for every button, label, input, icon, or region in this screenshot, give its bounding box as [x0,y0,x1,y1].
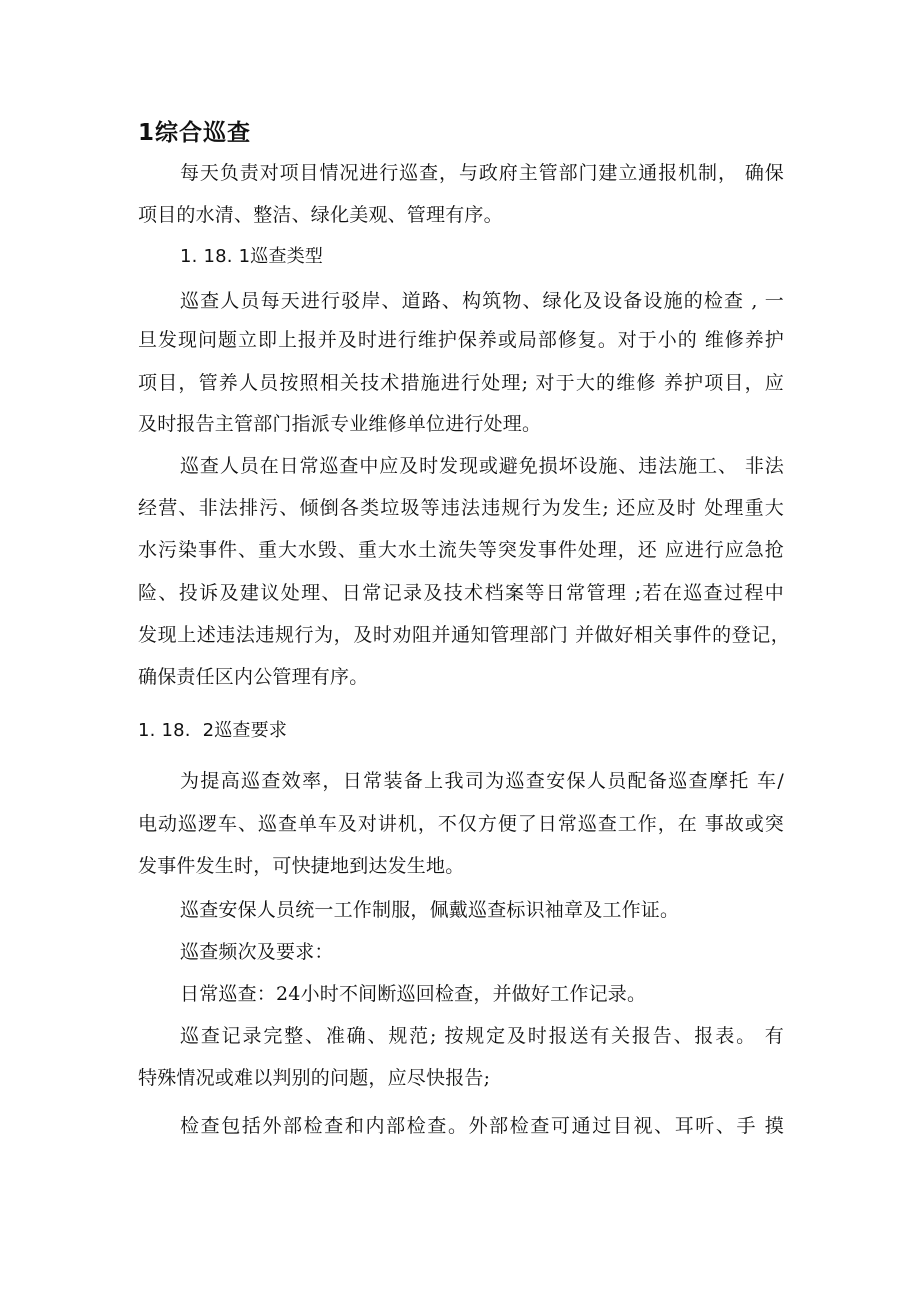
paragraph-line: 巡查安保人员统一工作制服，佩戴巡查标识袖章及工作证。 [180,899,680,921]
paragraph-line: 日常巡查：24小时不间断巡回检查，并做好工作记录。 [180,983,647,1005]
subsection-title: 1. 18. 2巡查要求 [138,720,288,741]
paragraph-line: 特殊情况或难以判别的问题，应尽快报告; [138,1067,491,1089]
paragraph-line: 检查包括外部检查和内部检查。外部检查可通过目视、耳听、手 摸 [180,1115,784,1137]
paragraph-line: 巡查记录完整、准确、规范; 按规定及时报送有关报告、报表。 有 [180,1025,784,1047]
paragraph-line: 电动巡逻车、巡查单车及对讲机，不仅方便了日常巡查工作，在 事故或突 [138,813,784,835]
paragraph-line: 巡查频次及要求： [180,941,334,963]
subsection-title: 1. 18. 1巡查类型 [180,246,324,267]
paragraph-line: 发事件发生时，可快捷地到达发生地。 [138,855,465,877]
paragraph-line: 项目，管养人员按照相关技术措施进行处理; 对于大的维修 养护项目，应 [138,372,784,394]
paragraph-line: 旦发现问题立即上报并及时进行维护保养或局部修复。对于小的 维修养护 [138,329,784,351]
paragraph-line: 经营、非法排污、倾倒各类垃圾等违法违规行为发生; 还应及时 处理重大 [138,497,784,519]
paragraph-line: 确保责任区内公管理有序。 [138,666,369,688]
paragraph-line: 项目的水清、整洁、绿化美观、管理有序。 [138,204,503,226]
paragraph-line: 每天负责对项目情况进行巡查，与政府主管部门建立通报机制， 确保 [180,162,784,184]
section-title: 1综合巡查 [138,120,252,146]
paragraph-line: 及时报告主管部门指派专业维修单位进行处理。 [138,413,542,435]
paragraph-line: 发现上述违法违规行为，及时劝阻并通知管理部门 并做好相关事件的登记， [138,624,790,646]
paragraph-line: 水污染事件、重大水毁、重大水土流失等突发事件处理，还 应进行应急抢 [138,539,784,561]
paragraph-line: 巡查人员每天进行驳岸、道路、构筑物、绿化及设备设施的检查 , 一 [180,290,784,312]
paragraph-line: 为提高巡查效率，日常装备上我司为巡查安保人员配备巡查摩托 车/ [180,770,784,792]
paragraph-line: 巡查人员在日常巡查中应及时发现或避免损坏设施、违法施工、 非法 [180,455,784,477]
paragraph-line: 险、投诉及建议处理、日常记录及技术档案等日常管理 ;若在巡查过程中 [138,582,784,604]
